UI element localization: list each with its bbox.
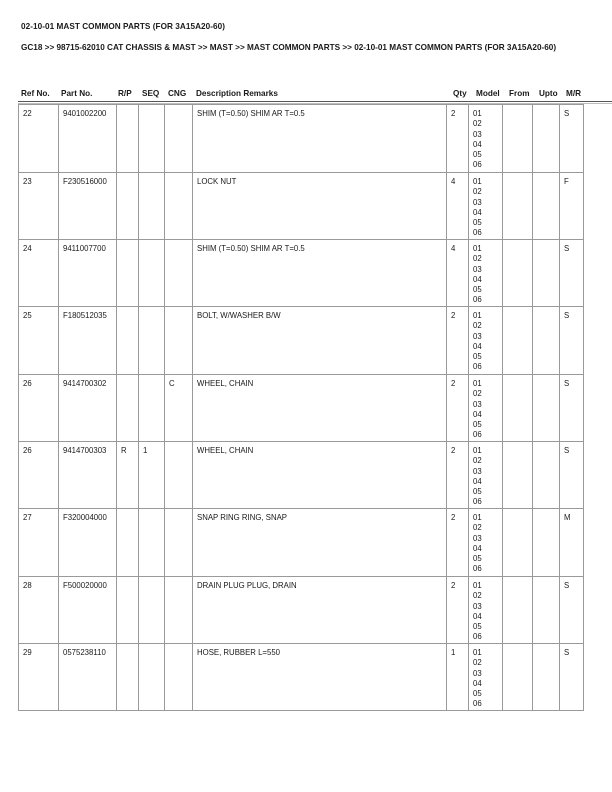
parts-table (18, 104, 584, 711)
part-number-cell: 9414700302 (59, 375, 117, 442)
model-cell (469, 307, 503, 375)
model-code: 05 (473, 554, 482, 564)
mr-cell: S (560, 105, 584, 173)
upto-cell (533, 105, 560, 173)
rp-cell (117, 173, 139, 240)
qty-cell: 2 (447, 577, 469, 644)
cng-cell (165, 442, 193, 509)
col-header-cng: CNG (168, 89, 187, 98)
col-header-mr: M/R (566, 89, 582, 98)
model-code: 03 (473, 466, 482, 476)
model-code: 06 (473, 632, 482, 642)
table-row (19, 577, 584, 644)
ref-cell: 25 (19, 307, 59, 375)
seq-cell: 1 (139, 442, 165, 509)
col-header-part: Part No. (61, 89, 93, 98)
model-code: 06 (473, 228, 482, 238)
model-code: 06 (473, 564, 482, 574)
cng-cell (165, 509, 193, 577)
qty-cell: 1 (447, 644, 469, 711)
mr-cell: M (560, 509, 584, 577)
model-code: 02 (473, 321, 482, 331)
model-code: 01 (473, 581, 482, 590)
model-code: 03 (473, 601, 482, 611)
model-code: 04 (473, 476, 482, 486)
from-cell (503, 105, 533, 173)
qty-cell: 2 (447, 307, 469, 375)
qty-cell: 4 (447, 173, 469, 240)
page-title: 02-10-01 MAST COMMON PARTS (FOR 3A15A20-60) (21, 22, 225, 31)
model-code: 06 (473, 160, 482, 170)
description-cell: WHEEL, CHAIN (193, 375, 447, 442)
model-cell (469, 644, 503, 711)
rp-cell (117, 375, 139, 442)
model-code: 06 (473, 295, 482, 305)
model-code: 01 (473, 109, 482, 118)
model-code: 06 (473, 362, 482, 372)
ref-cell: 22 (19, 105, 59, 173)
qty-cell: 2 (447, 105, 469, 173)
ref-cell: 27 (19, 509, 59, 577)
description-cell: WHEEL, CHAIN (193, 442, 447, 509)
table-row (19, 644, 584, 711)
col-header-seq: SEQ (142, 89, 160, 98)
seq-cell (139, 240, 165, 307)
table-row (19, 442, 584, 509)
model-code: 02 (473, 187, 482, 197)
part-number-cell: 9411007700 (59, 240, 117, 307)
breadcrumb: GC18 >> 98715-62010 CAT CHASSIS & MAST >> MAST >> MAST COMMON PARTS >> 02-10-01 MAST COMMON PARTS (FOR 3A15A20-60) (21, 43, 557, 52)
seq-cell (139, 173, 165, 240)
model-code: 05 (473, 150, 482, 160)
seq-cell (139, 307, 165, 375)
model-code: 04 (473, 678, 482, 688)
model-code: 06 (473, 497, 482, 507)
seq-cell (139, 577, 165, 644)
header-divider (18, 101, 612, 102)
qty-cell: 4 (447, 240, 469, 307)
model-code: 05 (473, 487, 482, 497)
model-code: 04 (473, 409, 482, 419)
cng-cell (165, 173, 193, 240)
from-cell (503, 173, 533, 240)
model-code: 02 (473, 254, 482, 264)
from-cell (503, 240, 533, 307)
cng-cell (165, 307, 193, 375)
rp-cell (117, 577, 139, 644)
model-code: 03 (473, 197, 482, 207)
table-row (19, 375, 584, 442)
model-cell (469, 577, 503, 644)
cng-cell (165, 105, 193, 173)
model-code: 05 (473, 352, 482, 362)
model-code: 02 (473, 389, 482, 399)
model-code: 03 (473, 533, 482, 543)
table-row (19, 105, 584, 173)
upto-cell (533, 644, 560, 711)
model-code: 06 (473, 430, 482, 440)
mr-cell: S (560, 240, 584, 307)
model-cell (469, 509, 503, 577)
seq-cell (139, 644, 165, 711)
table-row (19, 509, 584, 577)
model-code: 01 (473, 311, 482, 320)
model-code: 01 (473, 513, 482, 522)
model-code: 01 (473, 244, 482, 253)
cng-cell (165, 240, 193, 307)
seq-cell (139, 509, 165, 577)
model-code: 04 (473, 274, 482, 284)
cng-cell (165, 644, 193, 711)
cng-cell (165, 577, 193, 644)
model-code: 02 (473, 523, 482, 533)
mr-cell: S (560, 375, 584, 442)
part-number-cell: 9401002200 (59, 105, 117, 173)
col-header-ref: Ref No. (21, 89, 50, 98)
upto-cell (533, 307, 560, 375)
model-code: 04 (473, 207, 482, 217)
model-code: 05 (473, 285, 482, 295)
part-number-cell: 9414700303 (59, 442, 117, 509)
description-cell: SHIM (T=0.50) SHIM AR T=0.5 (193, 105, 447, 173)
upto-cell (533, 375, 560, 442)
model-code: 02 (473, 591, 482, 601)
ref-cell: 28 (19, 577, 59, 644)
from-cell (503, 307, 533, 375)
table-row (19, 307, 584, 375)
rp-cell (117, 644, 139, 711)
from-cell (503, 509, 533, 577)
model-code: 04 (473, 543, 482, 553)
rp-cell (117, 509, 139, 577)
upto-cell (533, 577, 560, 644)
upto-cell (533, 509, 560, 577)
rp-cell (117, 105, 139, 173)
model-code: 03 (473, 129, 482, 139)
part-number-cell: F230516000 (59, 173, 117, 240)
col-header-upto: Upto (539, 89, 558, 98)
model-cell (469, 105, 503, 173)
model-code: 02 (473, 658, 482, 668)
from-cell (503, 644, 533, 711)
ref-cell: 26 (19, 442, 59, 509)
model-code: 01 (473, 446, 482, 455)
model-code: 01 (473, 379, 482, 388)
model-cell (469, 173, 503, 240)
ref-cell: 26 (19, 375, 59, 442)
rp-cell: R (117, 442, 139, 509)
from-cell (503, 577, 533, 644)
from-cell (503, 375, 533, 442)
part-number-cell: F180512035 (59, 307, 117, 375)
table-row (19, 173, 584, 240)
model-cell (469, 240, 503, 307)
model-cell (469, 442, 503, 509)
model-code: 02 (473, 456, 482, 466)
model-code: 06 (473, 699, 482, 709)
upto-cell (533, 442, 560, 509)
seq-cell (139, 375, 165, 442)
part-number-cell: F500020000 (59, 577, 117, 644)
from-cell (503, 442, 533, 509)
col-header-model: Model (476, 89, 500, 98)
mr-cell: S (560, 442, 584, 509)
model-code: 03 (473, 399, 482, 409)
model-code: 01 (473, 177, 482, 186)
description-cell: SNAP RING RING, SNAP (193, 509, 447, 577)
description-cell: BOLT, W/WASHER B/W (193, 307, 447, 375)
mr-cell: S (560, 307, 584, 375)
upto-cell (533, 240, 560, 307)
description-cell: LOCK NUT (193, 173, 447, 240)
model-code: 03 (473, 264, 482, 274)
col-header-from: From (509, 89, 530, 98)
qty-cell: 2 (447, 509, 469, 577)
col-header-qty: Qty (453, 89, 467, 98)
qty-cell: 2 (447, 442, 469, 509)
ref-cell: 24 (19, 240, 59, 307)
model-code: 04 (473, 139, 482, 149)
qty-cell: 2 (447, 375, 469, 442)
model-code: 05 (473, 420, 482, 430)
description-cell: DRAIN PLUG PLUG, DRAIN (193, 577, 447, 644)
model-code: 03 (473, 331, 482, 341)
rp-cell (117, 240, 139, 307)
col-header-desc: Description Remarks (196, 89, 278, 98)
model-cell (469, 375, 503, 442)
table-row (19, 240, 584, 307)
description-cell: HOSE, RUBBER L=550 (193, 644, 447, 711)
model-code: 02 (473, 119, 482, 129)
part-number-cell: F320004000 (59, 509, 117, 577)
part-number-cell: 0575238110 (59, 644, 117, 711)
mr-cell: S (560, 577, 584, 644)
ref-cell: 23 (19, 173, 59, 240)
ref-cell: 29 (19, 644, 59, 711)
upto-cell (533, 173, 560, 240)
mr-cell: S (560, 644, 584, 711)
model-code: 03 (473, 668, 482, 678)
model-code: 05 (473, 622, 482, 632)
model-code: 05 (473, 218, 482, 228)
model-code: 04 (473, 611, 482, 621)
mr-cell: F (560, 173, 584, 240)
description-cell: SHIM (T=0.50) SHIM AR T=0.5 (193, 240, 447, 307)
seq-cell (139, 105, 165, 173)
model-code: 05 (473, 689, 482, 699)
model-code: 01 (473, 648, 482, 657)
rp-cell (117, 307, 139, 375)
col-header-rp: R/P (118, 89, 132, 98)
model-code: 04 (473, 341, 482, 351)
cng-cell: C (165, 375, 193, 442)
